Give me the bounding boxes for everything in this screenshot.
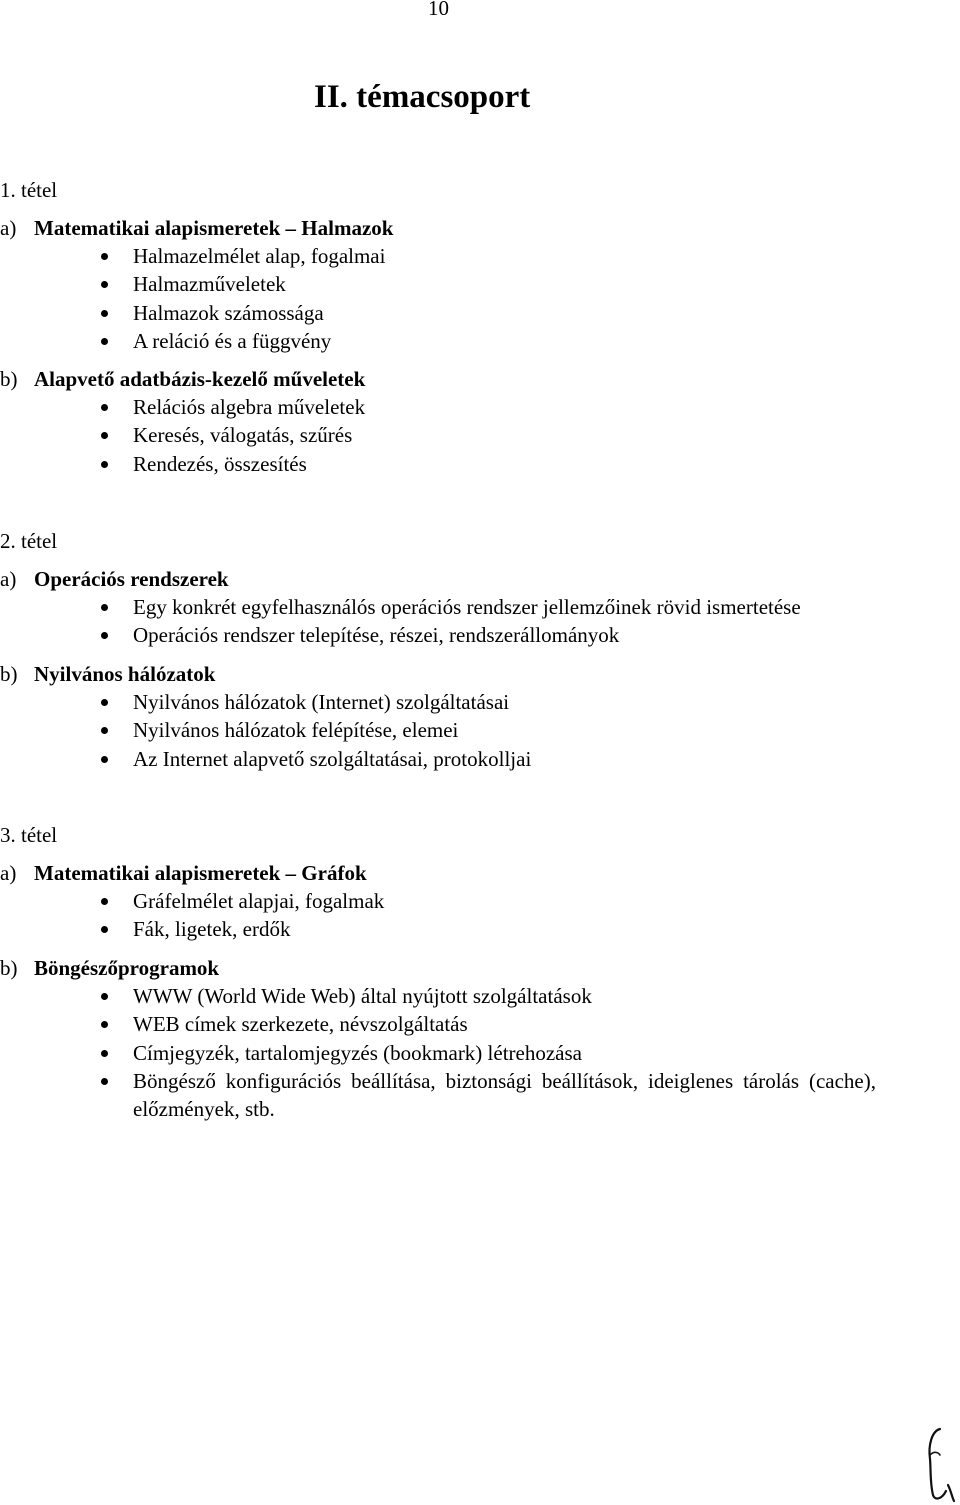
bullet-icon bbox=[101, 432, 108, 439]
list-item bbox=[0, 270, 876, 298]
topic-heading: 3. tétel bbox=[0, 823, 58, 847]
section-letter: b) bbox=[0, 662, 18, 686]
document-title: II. témacsoport bbox=[314, 79, 531, 115]
list-item-text: Címjegyzék, tartalomjegyzés (bookmark) létrehozása bbox=[133, 1040, 582, 1065]
list-item bbox=[0, 421, 876, 449]
topic-heading: 2. tétel bbox=[0, 529, 58, 553]
bullet-icon bbox=[101, 253, 108, 260]
list-item bbox=[0, 716, 876, 744]
list-item-text: Rendezés, összesítés bbox=[133, 451, 307, 476]
list-item bbox=[0, 393, 876, 421]
bullet-list bbox=[0, 242, 900, 355]
section-title: Matematikai alapismeretek – Halmazok bbox=[34, 216, 394, 240]
list-item bbox=[0, 327, 876, 355]
section-title: Nyilvános hálózatok bbox=[34, 662, 216, 686]
list-item-text: Keresés, válogatás, szűrés bbox=[133, 423, 353, 448]
list-item-text: Operációs rendszer telepítése, részei, rendszerállományok bbox=[133, 623, 620, 648]
list-item-text: Gráfelmélet alapjai, fogalmak bbox=[133, 889, 385, 913]
list-item bbox=[0, 593, 876, 621]
section-title: Matematikai alapismeretek – Gráfok bbox=[34, 861, 367, 885]
list-item-text: Nyilvános hálózatok (Internet) szolgáltatásai bbox=[133, 690, 510, 714]
section-heading bbox=[0, 662, 215, 686]
section-letter: a) bbox=[0, 216, 17, 240]
bullet-icon bbox=[101, 281, 108, 288]
section-heading bbox=[0, 367, 365, 391]
bullet-icon bbox=[101, 898, 108, 905]
section-heading bbox=[0, 216, 393, 240]
bullet-list bbox=[0, 688, 900, 773]
bullet-list bbox=[0, 593, 900, 650]
bullet-list bbox=[0, 982, 900, 1123]
list-item bbox=[0, 242, 876, 270]
list-item bbox=[0, 1067, 876, 1124]
list-item-text: Relációs algebra műveletek bbox=[133, 395, 366, 419]
list-item bbox=[0, 745, 876, 773]
topic-heading: 1. tétel bbox=[0, 178, 58, 202]
section-heading bbox=[0, 861, 367, 885]
list-item-text: WEB címek szerkezete, névszolgáltatás bbox=[133, 1012, 468, 1037]
section-heading bbox=[0, 956, 219, 980]
list-item bbox=[0, 887, 876, 915]
list-item-text: WWW (World Wide Web) által nyújtott szolgáltatások bbox=[133, 984, 592, 1008]
list-item-text: A reláció és a függvény bbox=[133, 328, 332, 353]
bullet-list bbox=[0, 393, 900, 478]
bullet-icon bbox=[101, 404, 108, 411]
page-number: 10 bbox=[428, 0, 449, 20]
section-heading bbox=[0, 567, 229, 591]
section-letter: a) bbox=[0, 567, 17, 591]
bullet-icon bbox=[101, 993, 108, 1000]
section-title: Alapvető adatbázis-kezelő műveletek bbox=[34, 367, 366, 391]
bullet-icon bbox=[101, 604, 108, 611]
bullet-icon bbox=[101, 1050, 108, 1057]
list-item bbox=[0, 299, 876, 327]
section-letter: a) bbox=[0, 861, 17, 885]
bullet-list bbox=[0, 887, 900, 944]
bullet-icon bbox=[101, 756, 108, 763]
bullet-icon bbox=[101, 1021, 108, 1028]
list-item bbox=[0, 982, 876, 1010]
section-title: Operációs rendszerek bbox=[34, 567, 229, 591]
bullet-icon bbox=[101, 338, 108, 345]
list-item-text: Fák, ligetek, erdők bbox=[133, 917, 291, 942]
list-item bbox=[0, 915, 876, 943]
bullet-icon bbox=[101, 310, 108, 317]
bullet-icon bbox=[101, 461, 108, 468]
bullet-icon bbox=[101, 1078, 108, 1085]
list-item-text: Halmazelmélet alap, fogalmai bbox=[133, 244, 386, 268]
section-letter: b) bbox=[0, 956, 18, 980]
list-item bbox=[0, 621, 876, 649]
section-title: Böngészőprogramok bbox=[34, 956, 220, 980]
list-item bbox=[0, 1010, 876, 1038]
list-item bbox=[0, 1039, 876, 1067]
list-item-text: Egy konkrét egyfelhasználós operációs rendszer jellemzőinek rövid ismertetése bbox=[133, 595, 801, 619]
list-item-text: Halmazműveletek bbox=[133, 272, 286, 297]
list-item bbox=[0, 450, 876, 478]
section-letter: b) bbox=[0, 367, 18, 391]
bullet-icon bbox=[101, 926, 108, 933]
bullet-icon bbox=[101, 632, 108, 639]
handwritten-signature-icon bbox=[918, 1425, 956, 1503]
list-item bbox=[0, 688, 876, 716]
list-item-text: Az Internet alapvető szolgáltatásai, protokolljai bbox=[133, 746, 532, 771]
list-item-text: Nyilvános hálózatok felépítése, elemei bbox=[133, 718, 459, 743]
list-item-text: Böngésző konfigurációs beállítása, biztonsági beállítások, ideiglenes tárolás (cache), előzmények, stb. bbox=[133, 1068, 876, 1122]
list-item-text: Halmazok számossága bbox=[133, 300, 324, 325]
bullet-icon bbox=[101, 699, 108, 706]
bullet-icon bbox=[101, 727, 108, 734]
